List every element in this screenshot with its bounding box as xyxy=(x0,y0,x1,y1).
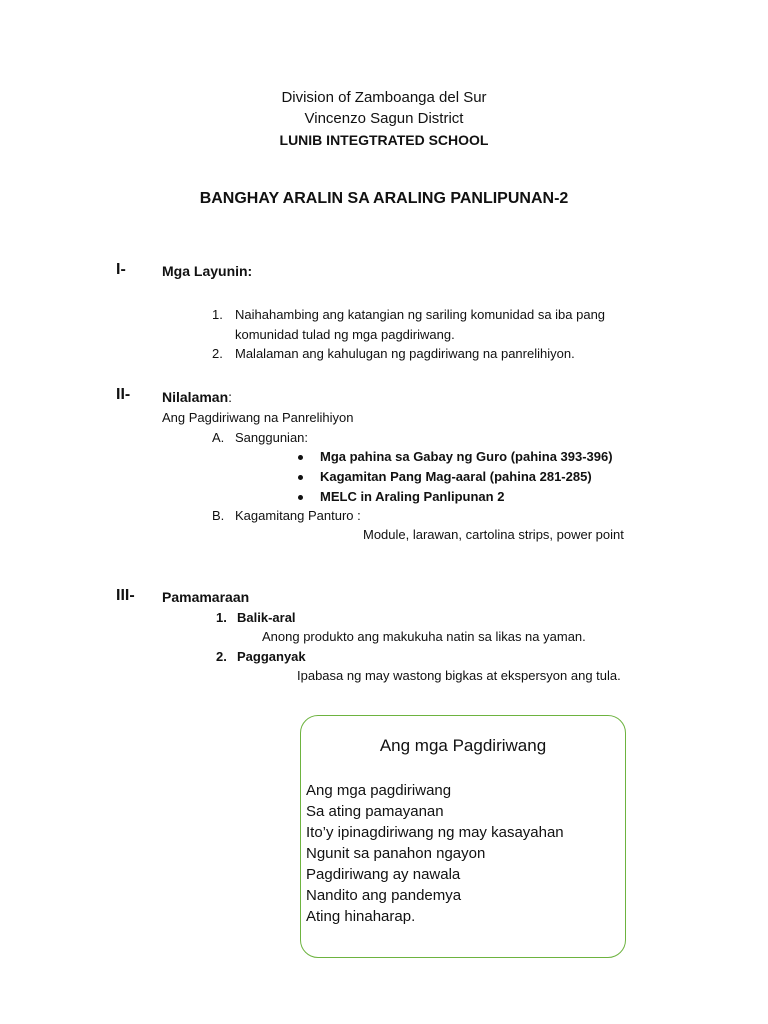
objective-1-line1: Naihahambing ang katangian ng sariling komunidad sa iba pang xyxy=(235,307,606,322)
poem-box xyxy=(300,715,626,958)
step-2-text: Ipabasa ng may wastong bigkas at ekspersyon ang tula. xyxy=(297,668,621,683)
step-1-text: Anong produkto ang makukuha natin sa likas na yaman. xyxy=(262,629,586,644)
section3-numeral: III- xyxy=(116,587,135,604)
step-1-label: Balik-aral xyxy=(237,610,296,625)
subsection-b-label: Kagamitang Panturo : xyxy=(235,508,361,523)
poem-line: Sa ating pamayanan xyxy=(306,803,444,820)
step-2-label: Pagganyak xyxy=(237,649,306,664)
teaching-materials: Module, larawan, cartolina strips, power point xyxy=(363,527,624,542)
step-1-number: 1. xyxy=(216,610,227,625)
poem-line: Pagdiriwang ay nawala xyxy=(306,866,461,883)
objective-2-number: 2. xyxy=(212,346,223,361)
poem-line: Ating hinaharap. xyxy=(306,908,416,925)
section2-topic: Ang Pagdiriwang na Panrelihiyon xyxy=(162,410,354,425)
bullet-icon xyxy=(298,455,303,460)
document-title: BANGHAY ARALIN SA ARALING PANLIPUNAN-2 xyxy=(199,190,569,207)
subsection-a-letter: A. xyxy=(212,430,225,445)
reference-item-2: Kagamitan Pang Mag-aaral (pahina 281-285) xyxy=(320,469,592,484)
poem-line: Ngunit sa panahon ngayon xyxy=(306,845,486,862)
poem-title: Ang mga Pagdiriwang xyxy=(379,736,547,755)
section2-heading: Nilalaman: xyxy=(162,389,233,405)
division-name: Division of Zamboanga del Sur xyxy=(281,89,487,106)
subsection-b-letter: B. xyxy=(212,508,225,523)
district-name: Vincenzo Sagun District xyxy=(304,110,464,127)
section2-numeral: II- xyxy=(116,386,131,403)
poem-line: Ang mga pagdiriwang xyxy=(306,782,452,799)
step-2-number: 2. xyxy=(216,649,227,664)
section1-heading: Mga Layunin: xyxy=(162,263,253,279)
school-name: LUNIB INTEGTRATED SCHOOL xyxy=(279,132,489,148)
section3-heading: Pamamaraan xyxy=(162,589,250,605)
reference-item-1: Mga pahina sa Gabay ng Guro (pahina 393-396) xyxy=(320,449,613,464)
section1-numeral: I- xyxy=(116,261,126,278)
subsection-a-label: Sanggunian: xyxy=(235,430,309,445)
bullet-icon xyxy=(298,495,303,500)
poem-line: Ito’y ipinagdiriwang ng may kasayahan xyxy=(306,824,564,841)
objective-1-number: 1. xyxy=(212,307,223,322)
bullet-icon xyxy=(298,475,303,480)
objective-1-line2: komunidad tulad ng mga pagdiriwang. xyxy=(235,327,455,342)
reference-item-3: MELC in Araling Panlipunan 2 xyxy=(320,489,505,504)
poem-line: Nandito ang pandemya xyxy=(306,887,462,904)
objective-2-line1: Malalaman ang kahulugan ng pagdiriwang na panrelihiyon. xyxy=(235,346,575,361)
